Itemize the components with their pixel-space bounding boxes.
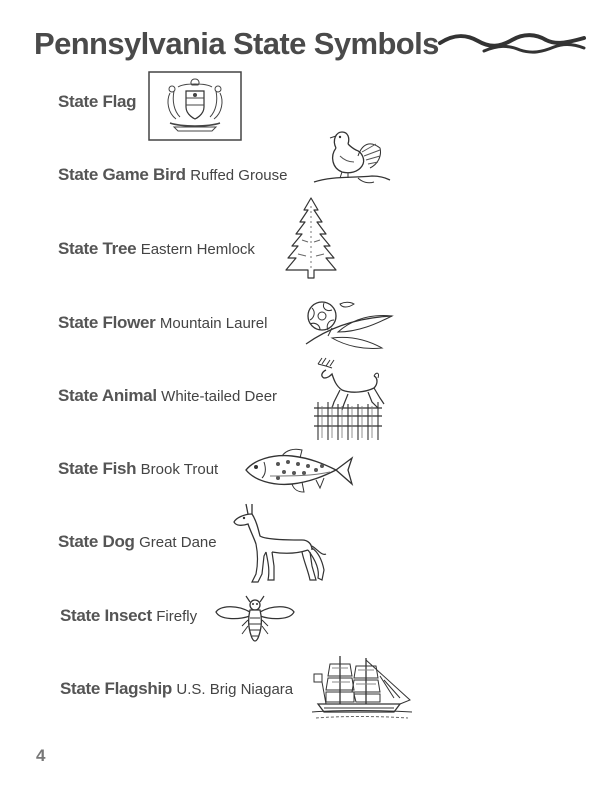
flag-icon <box>148 71 242 141</box>
symbol-value: Great Dane <box>139 534 217 551</box>
symbol-label: State Flag <box>58 92 137 111</box>
symbol-value: White-tailed Deer <box>161 388 278 405</box>
symbol-label: State Insect <box>60 606 157 625</box>
symbol-row-tree <box>58 239 255 259</box>
symbol-label: State Game Bird <box>58 165 191 184</box>
page-title: Pennsylvania State Symbols <box>34 26 439 61</box>
symbol-row-dog <box>58 532 217 552</box>
symbol-row-animal <box>58 386 277 406</box>
symbol-row-fish <box>58 459 218 479</box>
symbol-label: State Flower <box>58 313 160 332</box>
grouse-icon <box>312 126 392 190</box>
symbol-label: State Fish <box>58 459 141 478</box>
symbol-value: Ruffed Grouse <box>190 167 288 184</box>
symbol-label: State Dog <box>58 532 140 551</box>
symbol-row-flower <box>58 313 267 333</box>
deer-icon <box>312 356 392 442</box>
hemlock-tree-icon <box>282 196 340 280</box>
symbol-value: Mountain Laurel <box>159 315 268 332</box>
dog-icon <box>232 500 328 586</box>
wave-ornament-icon <box>438 30 588 60</box>
firefly-icon <box>214 594 296 644</box>
symbol-row-game-bird <box>58 165 287 185</box>
symbol-row-flagship <box>60 679 293 699</box>
symbol-value: Brook Trout <box>140 461 219 478</box>
symbol-value: Eastern Hemlock <box>140 241 255 258</box>
symbol-row-insect <box>60 606 197 626</box>
laurel-flower-icon <box>302 296 396 354</box>
ship-icon <box>310 652 414 726</box>
trout-icon <box>242 446 356 496</box>
page-number: 4 <box>36 746 46 765</box>
symbol-value: U.S. Brig Niagara <box>176 681 294 698</box>
symbol-label: State Animal <box>58 386 162 405</box>
symbol-row-flag <box>58 92 136 112</box>
symbol-label: State Tree <box>58 239 141 258</box>
symbol-value: Firefly <box>156 608 198 625</box>
symbol-label: State Flagship <box>60 679 177 698</box>
